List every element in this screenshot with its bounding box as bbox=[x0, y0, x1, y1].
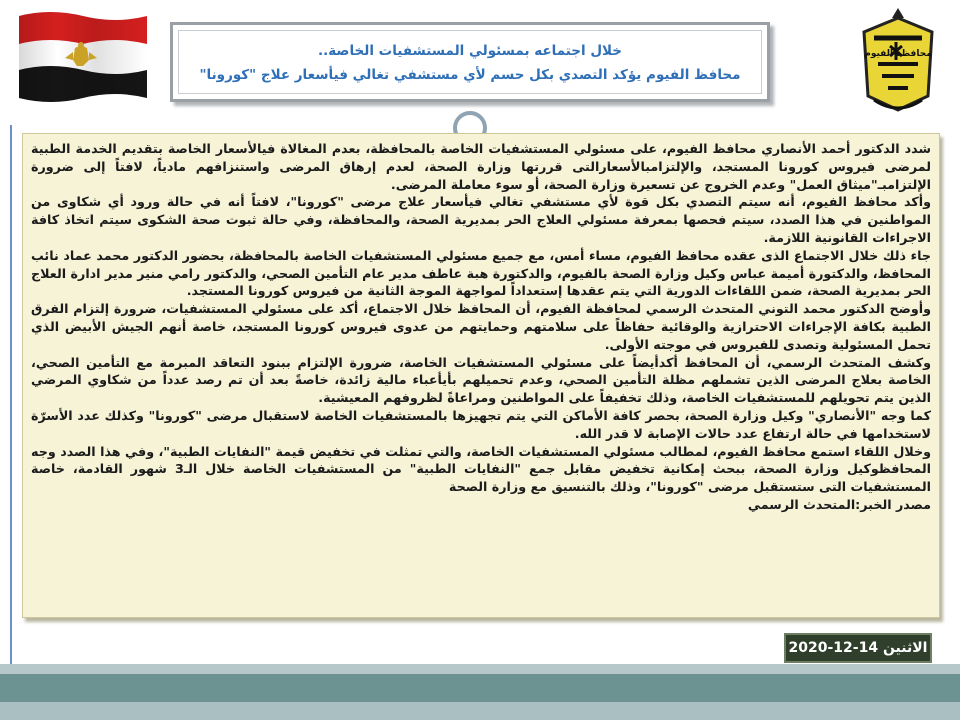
logo-text: محافظة الفيوم bbox=[864, 49, 932, 59]
footer-bar-bottom bbox=[0, 702, 960, 720]
article-body bbox=[31, 140, 931, 514]
article-paragraph: كما وجه "الأنصاري" وكيل وزارة الصحة، بحصر كافة الأماكن التي يتم تجهيزها بالمستشفيات الخاصة لاستقبال مرضى "كورونا" وكذلك عدد الأسرّة لاستخدامها في حالة ارتفاع عدد حالات الإصابة لا قدر الله. bbox=[31, 407, 931, 441]
date-badge: الاثنين 14-12-2020 bbox=[784, 633, 932, 663]
footer-bar-light bbox=[0, 664, 960, 674]
article-source: مصدر الخبر:المتحدث الرسمي bbox=[747, 496, 931, 512]
left-decorative-rule bbox=[10, 125, 12, 685]
footer-bar-dark bbox=[0, 674, 960, 702]
article-paragraph: وخلال اللقاء استمع محافظ الفيوم، لمطالب مسئولي المستشفيات الخاصة، والتي تمثلت في تخفيض قيمة "النفايات الطبية"، وفي هذا الصدد وجه المحافظوكيل وزارة الصحة، ببحث إمكانية تخفيض مقابل جمع "النفايات الطبية" من المستشفيات الخاصة خلال الـ3 شهور القادمة، خاصة المستشفيات التى ستستقبل مرضى "كورونا"، وذلك بالتنسيق مع وزارة الصحة bbox=[31, 443, 932, 495]
headline-line-2: محافظ الفيوم يؤكد التصدي بكل حسم لأي مستشفي تغالي فيأسعار علاج "كورونا" bbox=[199, 67, 741, 83]
fayoum-governorate-emblem-icon bbox=[844, 4, 952, 122]
article-panel bbox=[22, 133, 940, 618]
article-paragraph: جاء ذلك خلال الاجتماع الذى عقده محافظ الفيوم، مساء أمس، مع جميع مسئولي المستشفيات الخاصة بالمحافظة، بحضور الدكتور محمد عماد نائب المحافظ، والدكتورة أميمة عباس وكيل وزارة الصحة بالفيوم، والدكتورة هبة عاطف مدير عام التأمين الصحي، والدكتور رامي منير مدير ادارة العلاج الحر بمديرية الصحة، ضمن اللقاءات الدورية التي يتم عقدها إستعداداً لمواجهة الموجة الثانية من فيروس كورونا المستجد. bbox=[31, 247, 931, 299]
article-paragraph: وأكد محافظ الفيوم، أنه سيتم التصدي بكل قوة لأي مستشفي تغالي فيأسعار علاج مرضى "كورونا"، لافتاً أنه في حالة ورود أي شكاوى من المواطنين في هذا الصدد، سيتم فحصها بمعرفة مسئولي العلاج الحر بمديرية الصحة، والمحافظة، وفي حالة ثبوت صحة الشكوى سيتم اتخاذ كافة الاجراءات القانونية اللازمة. bbox=[31, 194, 931, 245]
article-paragraph: وأوضح الدكتور محمد التوني المتحدث الرسمي لمحافظة الفيوم، أن المحافظ خلال الاجتماع، أكد على مسئولي المستشفيات، ضرورة إلتزام الفرق الطبية بكافة الإجراءات الاحترازية والوقائية حفاظاً على سلامتهم وحمايتهم من عدوى فيروس كورونا المستجد، خاصة أنهم الجيش الأبيض الذي تحمل المسئولية وتصدى للفيروس في موجته الأولى. bbox=[31, 301, 931, 352]
headline-line-1: خلال اجتماعه بمسئولي المستشفيات الخاصة.. bbox=[317, 43, 623, 59]
egypt-flag-icon bbox=[15, 8, 150, 103]
article-paragraph: شدد الدكتور أحمد الأنصاري محافظ الفيوم، على مسئولي المستشفيات الخاصة بالمحافظة، بعدم المغالاة فيالأسعار الخاصة بتقديم الخدمة الطبية لمرضى فيروس كورونا المستجد، والإلتزامبالأسعارالتى قررتها وزارة الصحة، لعدم إرهاق المرضى واستنزافهم مادياً، لافتاً إلى ضرورة الإلتزامبـ"ميثاق العمل" وعدم الخروج عن تسعيرة وزارة الصحة، أو سوء معاملة المرضى. bbox=[31, 141, 931, 192]
article-paragraph: وكشف المتحدث الرسمي، أن المحافظ أكدأيضاً على مسئولي المستشفيات الخاصة، ضرورة الإلتزام ببنود التعاقد المبرمة مع التأمين الصحي، الخاصة بعلاج المرضى الذين تشملهم مظلة التأمين الصحي، وعدم تحميلهم بأيأعباء مالية زائدة، خاصةً بعد أن تم رصد عدداً من شكاوي المرضي الذين يتم تحويلهم للمستشفيات الخاصة، وذلك تخفيفاً على المواطنين ومراعاةً لظروفهم المعيشية. bbox=[31, 354, 931, 406]
headline-box bbox=[170, 22, 770, 102]
